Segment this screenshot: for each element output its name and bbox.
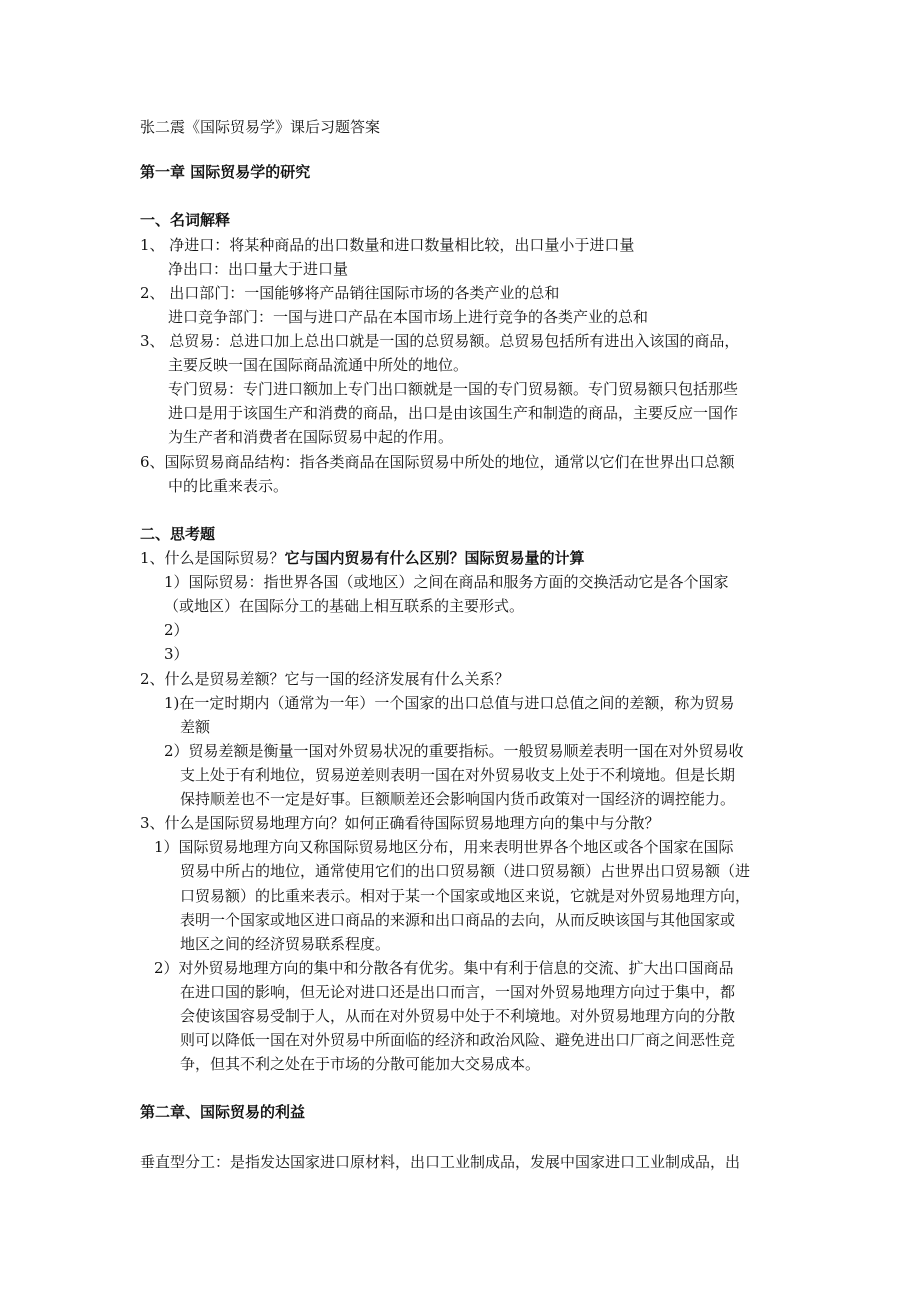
answer-line: 保持顺差也不一定是好事。巨额顺差还会影响国内货币政策对一国经济的调控能力。 xyxy=(180,790,736,808)
answer-line: 争，但其不利之处在于市场的分散可能加大交易成本。 xyxy=(180,1055,541,1073)
answer-line: 差额 xyxy=(180,718,211,736)
term-line: 2、 出口部门：一国能够将产品销往国际市场的各类产业的总和 xyxy=(140,284,560,302)
term-line: 主要反映一国在国际商品流通中所处的地位。 xyxy=(168,356,469,374)
answer-line: 会使该国容易受制于人，从而在对外贸易中处于不利境地。对外贸易地理方向的分散 xyxy=(180,1007,736,1025)
chapter-1-heading: 第一章 国际贸易学的研究 xyxy=(140,163,311,181)
term-line: 6、国际贸易商品结构：指各类商品在国际贸易中所处的地位，通常以它们在世界出口总额 xyxy=(140,453,735,471)
term-line: 为生产者和消费者在国际贸易中起的作用。 xyxy=(168,428,454,446)
section-terms-heading: 一、名词解释 xyxy=(140,211,231,229)
answer-line: 地区之间的经济贸易联系程度。 xyxy=(180,935,391,953)
question-3: 3、什么是国际贸易地理方向？如何正确看待国际贸易地理方向的集中与分散？ xyxy=(140,814,660,832)
chapter-2-line: 垂直型分工：是指发达国家进口原材料，出口工业制成品，发展中国家进口工业制成品，出 xyxy=(140,1153,741,1171)
term-line: 进口是用于该国生产和消费的商品，出口是由该国生产和制造的商品，主要反应一国作 xyxy=(168,404,739,422)
question-1-text: 它与国内贸易有什么区别？国际贸易量的计算 xyxy=(284,549,585,567)
term-line: 中的比重来表示。 xyxy=(168,477,289,495)
answer-line: 2）对外贸易地理方向的集中和分散各有优劣。集中有利于信息的交流、扩大出口国商品 xyxy=(154,959,734,977)
chapter-2-heading: 第二章、国际贸易的利益 xyxy=(140,1103,306,1121)
answer-line: 在进口国的影响，但无论对进口还是出口而言，一国对外贸易地理方向过于集中，都 xyxy=(180,983,736,1001)
answer-line: 3） xyxy=(164,645,189,663)
answer-line: 2）贸易差额是衡量一国对外贸易状况的重要指标。一般贸易顺差表明一国在对外贸易收 xyxy=(164,742,744,760)
question-1-number: 1、什么是国际贸易？ xyxy=(140,549,285,567)
answer-line: 则可以降低一国在对外贸易中所面临的经济和政治风险、避免进出口厂商之间恶性竞 xyxy=(180,1031,736,1049)
answer-line: 1）国际贸易：指世界各国（或地区）之间在商品和服务方面的交换活动它是各个国家 xyxy=(164,573,729,591)
section-questions-heading: 二、思考题 xyxy=(140,525,216,543)
term-line: 3、 总贸易：总进口加上总出口就是一国的总贸易额。总贸易包括所有进出入该国的商品， xyxy=(140,332,740,350)
answer-line: 1）国际贸易地理方向又称国际贸易地区分布，用来表明世界各个地区或各个国家在国际 xyxy=(154,838,734,856)
question-2: 2、什么是贸易差额？它与一国的经济发展有什么关系？ xyxy=(140,670,510,688)
answer-line: 贸易中所占的地位，通常使用它们的出口贸易额（进口贸易额）占世界出口贸易额（进 xyxy=(180,862,751,880)
answer-line: （或地区）在国际分工的基础上相互联系的主要形式。 xyxy=(164,597,525,615)
term-line: 1、 净进口：将某种商品的出口数量和进口数量相比较，出口量小于进口量 xyxy=(140,236,635,254)
question-1 xyxy=(140,546,585,570)
term-line: 专门贸易：专门进口额加上专门出口额就是一国的专门贸易额。专门贸易额只包括那些 xyxy=(168,380,739,398)
answer-line: 表明一个国家或地区进口商品的来源和出口商品的去向，从而反映该国与其他国家或 xyxy=(180,911,736,929)
answer-line: 2） xyxy=(164,621,189,639)
term-line: 净出口：出口量大于进口量 xyxy=(168,260,349,278)
answer-line: 1)在一定时期内（通常为一年）一个国家的出口总值与进口总值之间的差额，称为贸易 xyxy=(164,694,735,712)
answer-line: 口贸易额）的比重来表示。相对于某一个国家或地区来说，它就是对外贸易地理方向， xyxy=(180,887,751,905)
term-line: 进口竞争部门：一国与进口产品在本国市场上进行竞争的各类产业的总和 xyxy=(168,308,649,326)
document-title: 张二震《国际贸易学》课后习题答案 xyxy=(140,118,381,136)
answer-line: 支上处于有利地位，贸易逆差则表明一国在对外贸易收支上处于不利境地。但是长期 xyxy=(180,766,736,784)
